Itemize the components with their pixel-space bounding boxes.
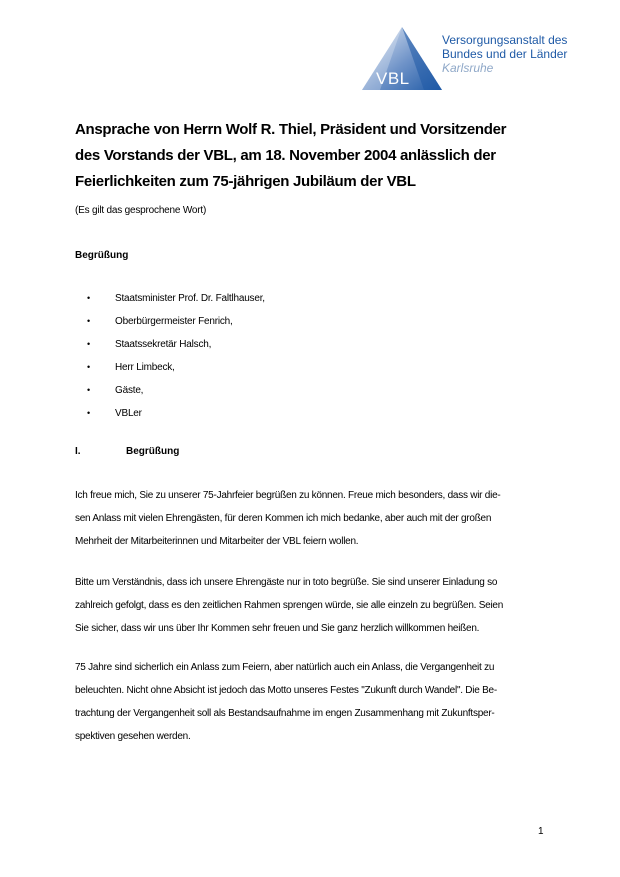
- logo-line-3: Karlsruhe: [442, 61, 494, 75]
- logo-line-2: Bundes und der Länder: [442, 47, 568, 61]
- bullet-icon: •: [87, 362, 90, 372]
- greeting-heading: Begrüßung: [75, 250, 129, 261]
- section-number: I.: [75, 446, 81, 457]
- bullet-icon: •: [87, 316, 90, 326]
- salutation-item: • Staatssekretär Halsch,: [87, 336, 265, 359]
- speech-title: [75, 117, 555, 195]
- salutation-item: • Oberbürgermeister Fenrich,: [87, 313, 265, 336]
- section-heading: [75, 446, 179, 457]
- salutation-list: [87, 290, 265, 428]
- paragraph-2: Bitte um Verständnis, dass ich unsere Ehrengäste nur in toto begrüße. Sie sind unserer Einladung so zahlreich gefolgt, dass es den zeitlichen Rahmen sprengen würde, sie alle einzeln zu begrüßen. Seien Sie sicher, dass wir uns über Ihr Kommen sehr freuen und Sie ganz herzlich willkommen heißen.: [75, 577, 504, 634]
- bullet-icon: •: [87, 385, 90, 395]
- spoken-word-note: (Es gilt das gesprochene Wort): [75, 205, 207, 216]
- section-title: Begrüßung: [126, 446, 180, 457]
- title-line-2: des Vorstands der VBL, am 18. November 2004 anlässlich der: [75, 147, 496, 164]
- salutation-item: • Herr Limbeck,: [87, 359, 265, 382]
- title-line-1: Ansprache von Herrn Wolf R. Thiel, Präsident und Vorsitzender: [75, 121, 507, 138]
- bullet-icon: •: [87, 293, 90, 303]
- paragraph-3: 75 Jahre sind sicherlich ein Anlass zum Feiern, aber natürlich auch ein Anlass, die Vergangenheit zu beleuchten. Nicht ohne Absicht ist jedoch das Motto unseres Festes "Zukunft durch Wandel". Die Be- trachtung der Vergangenheit soll als Bestandsaufnahme im engen Zusammenhang mit Zukunftsper- spektiven gesehen werden.: [75, 662, 497, 742]
- logo-line-1: Versorgungsanstalt des: [442, 33, 568, 47]
- salutation-item: • Staatsminister Prof. Dr. Faltlhauser,: [87, 290, 265, 313]
- salutation-item: • VBLer: [87, 405, 265, 428]
- logo-wordmark: [442, 33, 572, 75]
- page-number: 1: [538, 826, 544, 837]
- bullet-icon: •: [87, 408, 90, 418]
- title-line-3: Feierlichkeiten zum 75-jährigen Jubiläum der VBL: [75, 173, 416, 190]
- bullet-icon: •: [87, 339, 90, 349]
- paragraph-1: Ich freue mich, Sie zu unserer 75-Jahrfeier begrüßen zu können. Freue mich besonders, dass wir die- sen Anlass mit vielen Ehrengästen, für deren Kommen ich mich bedanke, aber auch mit der großen Mehrheit der Mitarbeiterinnen und Mitarbeiter der VBL feiern wollen.: [75, 490, 501, 547]
- vbl-logo: [362, 27, 567, 93]
- logo-mark-text: VBL: [376, 69, 410, 88]
- salutation-item: • Gäste,: [87, 382, 265, 405]
